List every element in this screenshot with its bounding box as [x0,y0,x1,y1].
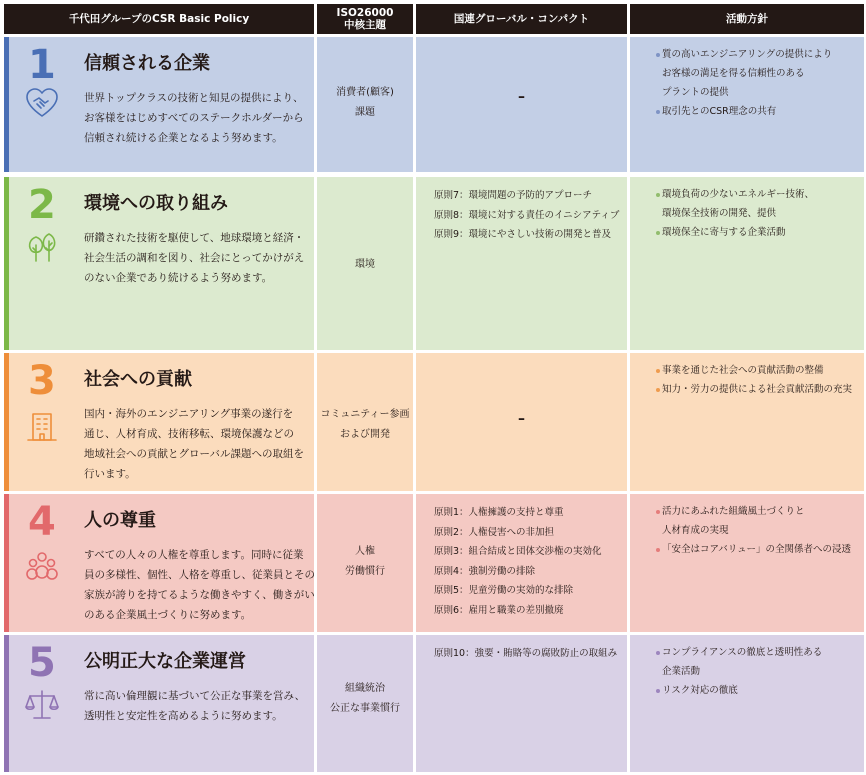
activity-line: 「安全はコアバリュー」の全関係者への浸透 [662,544,851,555]
iso-subjects [317,542,413,582]
header-iso [317,4,413,34]
iso-subject: 労働慣行 [345,566,385,577]
policy-row-5 [4,635,864,772]
people-icon [24,548,60,584]
description-line: すべての人々の人権を尊重します。同時に従業 [84,549,304,561]
iso-subject: 組織統治 [345,683,385,694]
policy-title: 人の尊重 [84,510,156,531]
policy-cell [4,494,314,632]
policy-description [84,228,306,288]
row-accent-bar [4,177,9,350]
policy-number: 4 [28,499,56,545]
iso-subject: および開発 [340,429,390,440]
description-line: 員の多様性、個性、人格を尊重し、従業員とその [84,569,315,581]
row-accent-bar [4,37,9,172]
description-line: のある企業風土づくりに努めます。 [84,609,252,621]
bullet-dot [656,193,660,197]
activity-item [662,502,851,540]
activity-line: コンプライアンスの徹底と透明性ある [662,647,823,658]
principle-item: 原則1：人権擁護の支持と尊重 [434,507,564,518]
activity-item [662,45,832,102]
policy-number: 5 [28,640,56,686]
empty-dash: – [518,411,525,427]
activity-item [662,361,852,380]
iso-subject: コミュニティー参画 [320,409,410,420]
activity-item [662,643,822,681]
iso-cell [317,37,413,172]
activity-line: リスク対応の徹底 [662,685,738,696]
policy-row-3 [4,353,864,491]
principle-item: 原則10：強要・賄賂等の腐敗防止の取組み [434,648,618,659]
activity-policy-cell [630,177,864,350]
activity-line: 事業を通じた社会への貢献活動の整備 [662,365,824,376]
header-activity-policy: 活動方針 [630,4,864,34]
policy-number: 3 [28,358,56,404]
empty-dash: – [518,89,525,105]
scales-icon [24,687,60,723]
activity-list [662,45,832,121]
description-line: 通じ、人材育成、技術移転、環境保護などの [84,428,294,440]
iso-subjects [317,679,413,719]
table-header [4,4,864,34]
description-line: 行います。 [84,468,136,480]
policy-title: 環境への取り組み [84,193,228,214]
principle-list [434,503,602,620]
activity-line: 知力・労力の提供による社会貢献活動の充実 [662,384,853,395]
activity-line: 環境保全技術の開発、提供 [662,208,777,219]
principle-item: 原則8：環境に対する責任のイニシアティブ [434,209,620,221]
iso-subject: 環境 [355,259,375,270]
activity-list [662,502,851,559]
bullet-dot [656,231,660,235]
description-line: 信頼され続ける企業となるよう努めます。 [84,132,283,144]
principle-item: 原則7：環境問題の予防的アプローチ [434,190,593,201]
description-line: 透明性と安定性を高めるように努めます。 [84,710,283,722]
header-policy: 千代田グループのCSR Basic Policy [4,4,314,34]
activity-policy-cell [630,353,864,491]
activity-list [662,361,852,399]
activity-line: 企業活動 [662,666,701,677]
policy-cell [4,353,314,491]
activity-item [662,380,852,399]
description-line: 研鑽された技術を駆使して、地球環境と経済・ [84,232,305,244]
activity-item [662,223,814,242]
principle-list [434,644,617,664]
iso-cell [317,353,413,491]
description-line: お客様をはじめすべてのステークホルダーから [84,112,304,124]
activity-policy-cell [630,494,864,632]
activity-policy-cell [630,37,864,172]
policy-description [84,545,315,625]
iso-subjects [317,83,413,123]
policy-title: 公明正大な企業運営 [84,651,246,672]
description-line: 常に高い倫理観に基づいて公正な事業を営み、 [84,690,306,702]
global-compact-cell [416,635,627,772]
row-accent-bar [4,494,9,632]
principle-item: 原則4：強制労働の排除 [434,565,536,577]
bullet-dot [656,53,660,57]
global-compact-cell [416,177,627,350]
policy-row-2 [4,177,864,350]
handshake-heart-icon [24,85,60,121]
activity-line: お客様の満足を得る信頼性のある [662,68,805,79]
activity-policy-cell [630,635,864,772]
description-line: 地域社会への貢献とグローバル課題への取組を [84,448,304,460]
description-line: 社会生活の調和を図り、社会にとってかけがえ [84,252,305,264]
iso-subject: 人権 [355,546,375,557]
iso-subjects [317,405,413,445]
policy-cell [4,177,314,350]
activity-item [662,681,822,700]
bullet-dot [656,388,660,392]
policy-row-1 [4,37,864,172]
principle-item: 原則2：人権侵害への非加担 [434,526,555,538]
row-accent-bar [4,635,9,772]
iso-cell [317,635,413,772]
activity-list [662,643,822,700]
iso-cell [317,177,413,350]
global-compact-cell [416,37,627,172]
activity-item [662,540,851,559]
activity-line: 人材育成の実現 [662,525,729,536]
policy-number: 2 [28,182,56,228]
policy-number: 1 [28,42,56,88]
building-icon [24,409,60,445]
bullet-dot [656,510,660,514]
iso-subject: 課題 [355,107,375,118]
description-line: のない企業であり続けるよう努めます。 [84,272,273,284]
principle-item: 原則9：環境にやさしい技術の開発と普及 [434,229,612,240]
policy-description [84,88,306,148]
policy-title: 社会への貢献 [84,369,192,390]
header-global-compact: 国連グローバル・コンパクト [416,4,627,34]
activity-line: プラントの提供 [662,87,729,98]
activity-list [662,185,814,242]
policy-cell [4,37,314,172]
principle-list [434,186,619,245]
policy-description [84,686,306,726]
policy-description [84,404,306,484]
description-line: 家族が誇りを持てるような働きやすく、働きがい [84,589,315,601]
global-compact-cell [416,494,627,632]
activity-line: 活力にあふれた組織風土づくりと [662,506,805,517]
bullet-dot [656,689,660,693]
trees-icon [24,231,60,267]
iso-subjects [317,255,413,275]
activity-line: 環境保全に寄与する企業活動 [662,227,786,238]
row-accent-bar [4,353,9,491]
description-line: 世界トップクラスの技術と知見の提供により、 [84,92,304,104]
header-iso-line1: ISO26000 [336,7,394,19]
activity-line: 取引先とのCSR理念の共有 [662,106,777,117]
activity-item [662,185,814,223]
description-line: 国内・海外のエンジニアリング事業の遂行を [84,408,294,420]
principle-item: 原則3：組合結成と団体交渉権の実効化 [434,546,602,557]
bullet-dot [656,110,660,114]
activity-line: 環境負荷の少ないエネルギー技術、 [662,189,815,200]
bullet-dot [656,369,660,373]
activity-line: 質の高いエンジニアリングの提供により [662,49,833,60]
policy-title: 信頼される企業 [84,53,210,74]
global-compact-cell [416,353,627,491]
iso-subject: 消費者(顧客) [336,87,394,98]
bullet-dot [656,548,660,552]
principle-item: 原則5：児童労働の実効的な排除 [434,585,574,596]
policy-cell [4,635,314,772]
header-iso-line2: 中核主題 [344,19,386,31]
principle-item: 原則6：雇用と職業の差別撤廃 [434,604,564,616]
iso-cell [317,494,413,632]
activity-item [662,102,832,121]
policy-row-4 [4,494,864,632]
bullet-dot [656,651,660,655]
iso-subject: 公正な事業慣行 [330,703,400,714]
